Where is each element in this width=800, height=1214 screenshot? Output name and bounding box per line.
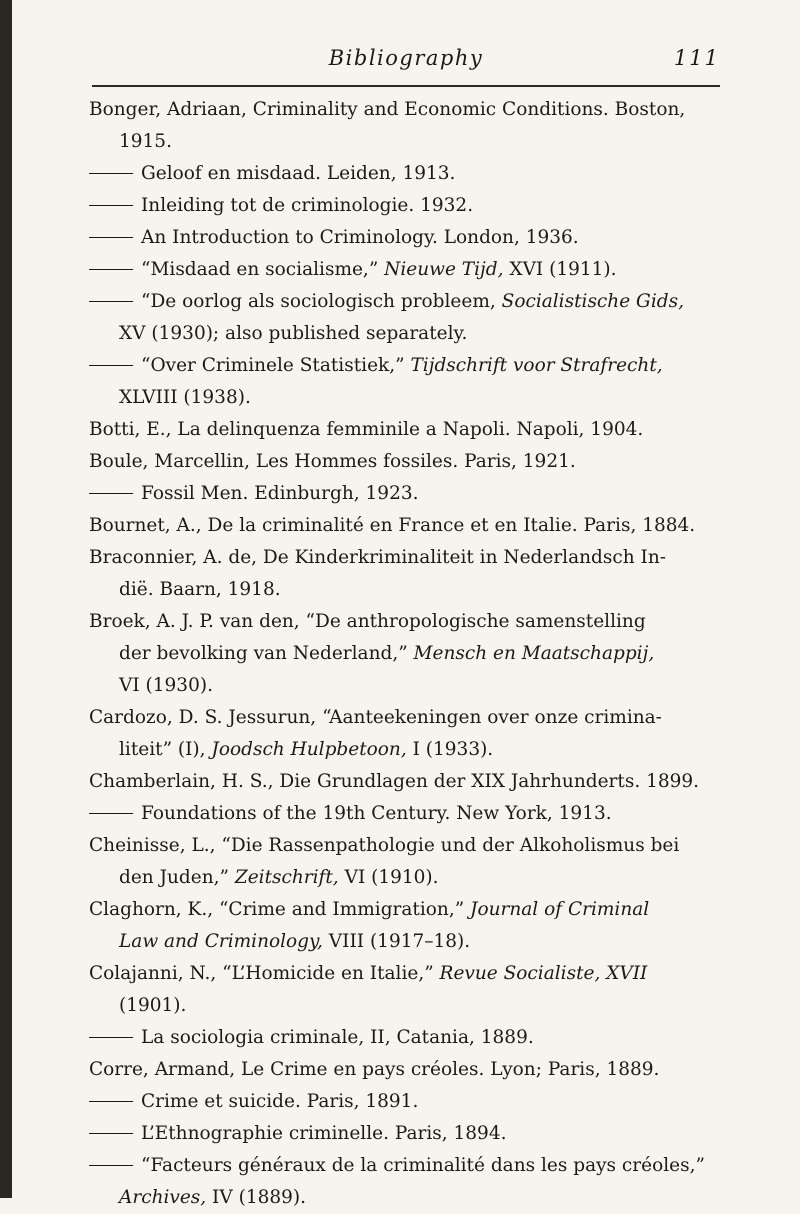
bibliography-entry: “Over Criminele Statistiek,” Tijdschrift voor Strafrecht, XLVIII (1938). xyxy=(89,350,729,414)
repeat-author-dash xyxy=(89,1037,133,1038)
book-page xyxy=(12,0,800,1208)
bibliography-entry: Foundations of the 19th Century. New York, 1913. xyxy=(89,798,729,830)
bibliography-entry: “Misdaad en socialisme,” Nieuwe Tijd, XVI (1911). xyxy=(89,254,729,286)
bibliography-entry: Bonger, Adriaan, Criminality and Economic Conditions. Boston, 1915. xyxy=(89,99,686,152)
repeat-author-dash xyxy=(89,1133,133,1134)
repeat-author-dash xyxy=(89,493,133,494)
bibliography-entry: An Introduction to Criminology. London, 1936. xyxy=(89,222,729,254)
repeat-author-dash xyxy=(89,1101,133,1102)
repeat-author-dash xyxy=(89,365,133,366)
page-number: 111 xyxy=(673,46,720,70)
bibliography-entry: Cheinisse, L., “Die Rassenpathologie und der Alkoholismus bei den Juden,” Zeitschrift, VI (1910). xyxy=(89,835,680,888)
bibliography-entry: Inleiding tot de criminologie. 1932. xyxy=(89,190,729,222)
running-title: Bibliography xyxy=(328,46,484,70)
bibliography-entry: Corre, Armand, Le Crime en pays créoles. Lyon; Paris, 1889. xyxy=(89,1059,660,1080)
bibliography-entry: Chamberlain, H. S., Die Grundlagen der XIX Jahrhunderts. 1899. xyxy=(89,771,700,792)
bibliography-entry: Braconnier, A. de, De Kinderkriminaliteit in Nederlandsch In- dië. Baarn, 1918. xyxy=(89,547,666,600)
bibliography-entry: Boule, Marcellin, Les Hommes fossiles. Paris, 1921. xyxy=(89,451,576,472)
bibliography-entry: Broek, A. J. P. van den, “De anthropologische samenstelling der bevolking van Nederland,” Mensch en Maatschappij, VI (1930). xyxy=(89,611,655,696)
bibliography-entry: Colajanni, N., “L’Homicide en Italie,” Revue Socialiste, XVII (1901). xyxy=(89,963,648,1016)
bibliography-entry: Geloof en misdaad. Leiden, 1913. xyxy=(89,158,729,190)
repeat-author-dash xyxy=(89,237,133,238)
bibliography-entry: Claghorn, K., “Crime and Immigration,” Journal of Criminal Law and Criminology, VIII (1917–18). xyxy=(89,899,650,952)
bibliography-entry: Botti, E., La delinquenza femminile a Napoli. Napoli, 1904. xyxy=(89,419,644,440)
bibliography-entry: Cardozo, D. S. Jessurun, “Aanteekeningen over onze crimina- liteit” (I), Joodsch Hulpbetoon, I (1933). xyxy=(89,707,662,760)
bibliography-entry: Crime et suicide. Paris, 1891. xyxy=(89,1086,729,1118)
bibliography-entry: “De oorlog als sociologisch probleem, Socialistische Gids, XV (1930); also published separately. xyxy=(89,286,729,350)
repeat-author-dash xyxy=(89,269,133,270)
bibliography-entry: Bournet, A., De la criminalité en France et en Italie. Paris, 1884. xyxy=(89,515,696,536)
bibliography-entry: “Facteurs généraux de la criminalité dans les pays créoles,” Archives, IV (1889). xyxy=(89,1150,729,1214)
repeat-author-dash xyxy=(89,205,133,206)
page-header xyxy=(92,46,720,86)
bibliography-entry: La sociologia criminale, II, Catania, 1889. xyxy=(89,1022,729,1054)
repeat-author-dash xyxy=(89,173,133,174)
bibliography-list xyxy=(89,94,729,1214)
header-rule xyxy=(92,85,720,87)
book-spine-edge xyxy=(0,0,12,1198)
repeat-author-dash xyxy=(89,301,133,302)
bibliography-entry: Fossil Men. Edinburgh, 1923. xyxy=(89,478,729,510)
repeat-author-dash xyxy=(89,813,133,814)
repeat-author-dash xyxy=(89,1165,133,1166)
bibliography-entry: L’Ethnographie criminelle. Paris, 1894. xyxy=(89,1118,729,1150)
